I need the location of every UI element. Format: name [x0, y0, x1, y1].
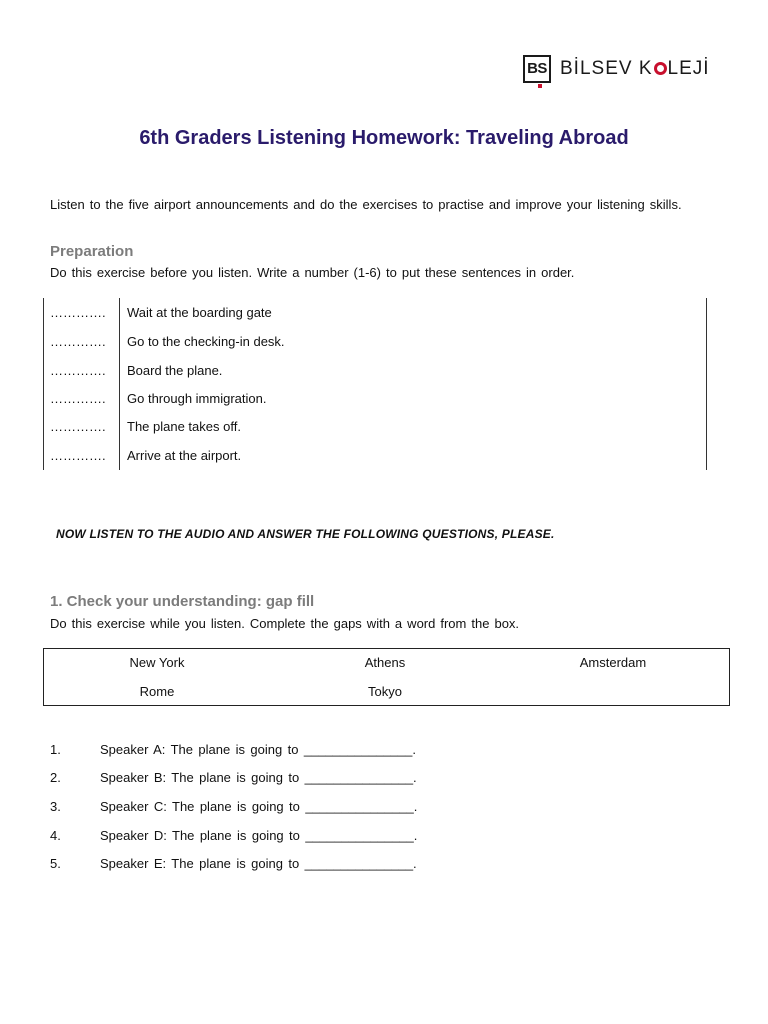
sentence-text: Arrive at the airport. — [127, 448, 242, 463]
table-left-border — [43, 298, 44, 470]
section1-heading: 1. Check your understanding: gap fill — [50, 593, 315, 610]
table-row — [50, 305, 706, 333]
sentence-text: Go through immigration. — [127, 391, 267, 406]
sentence-text: Go to the checking-in desk. — [127, 334, 285, 349]
sentence-text: Board the plane. — [127, 363, 223, 378]
now-listen-instruction: NOW LISTEN TO THE AUDIO AND ANSWER THE FOLLOWING QUESTIONS, PLEASE. — [56, 527, 555, 541]
word-option: Amsterdam — [579, 655, 647, 670]
table-right-border — [706, 298, 707, 470]
question-number: 5. — [50, 856, 61, 871]
sentence-text: The plane takes off. — [127, 419, 241, 434]
table-row — [50, 419, 706, 447]
question-text[interactable]: Speaker C: The plane is going to _______________. — [100, 799, 418, 814]
logo-text-part-2: LEJİ — [667, 58, 710, 79]
sentence-text: Wait at the boarding gate — [127, 305, 272, 320]
order-blank[interactable]: …………. — [50, 448, 106, 463]
logo-ring-icon — [654, 62, 667, 75]
order-blank[interactable]: …………. — [50, 305, 106, 320]
order-blank[interactable]: …………. — [50, 334, 106, 349]
order-blank[interactable]: …………. — [50, 363, 106, 378]
word-option: Tokyo — [368, 684, 402, 699]
question-number: 3. — [50, 799, 61, 814]
question-text[interactable]: Speaker D: The plane is going to _______________. — [100, 828, 418, 843]
question-number: 2. — [50, 770, 61, 785]
table-row — [50, 448, 706, 476]
preparation-heading: Preparation — [50, 243, 134, 260]
word-option: Athens — [364, 655, 406, 670]
word-option: New York — [129, 655, 185, 670]
question-text[interactable]: Speaker E: The plane is going to _______________. — [100, 856, 417, 871]
logo-mark: BS — [523, 55, 551, 83]
word-option: Rome — [139, 684, 175, 699]
question-text[interactable]: Speaker A: The plane is going to _______________. — [100, 742, 416, 757]
page-title: 6th Graders Listening Homework: Traveling Abroad — [139, 127, 629, 149]
section1-instruction: Do this exercise while you listen. Complete the gaps with a word from the box. — [50, 616, 520, 631]
table-row — [50, 391, 706, 419]
order-blank[interactable]: …………. — [50, 419, 106, 434]
question-number: 4. — [50, 828, 61, 843]
question-text[interactable]: Speaker B: The plane is going to _______________. — [100, 770, 417, 785]
table-row — [50, 334, 706, 362]
question-number: 1. — [50, 742, 61, 757]
preparation-instruction: Do this exercise before you listen. Write a number (1-6) to put these sentences in order. — [50, 265, 575, 280]
logo-accent-dot — [538, 84, 542, 88]
table-row — [50, 363, 706, 391]
intro-text: Listen to the five airport announcements and do the exercises to practise and improve your listening skills. — [50, 197, 682, 212]
logo-wordmark — [560, 58, 710, 80]
order-blank[interactable]: …………. — [50, 391, 106, 406]
logo-text-part-1: BİLSEV K — [560, 58, 653, 79]
